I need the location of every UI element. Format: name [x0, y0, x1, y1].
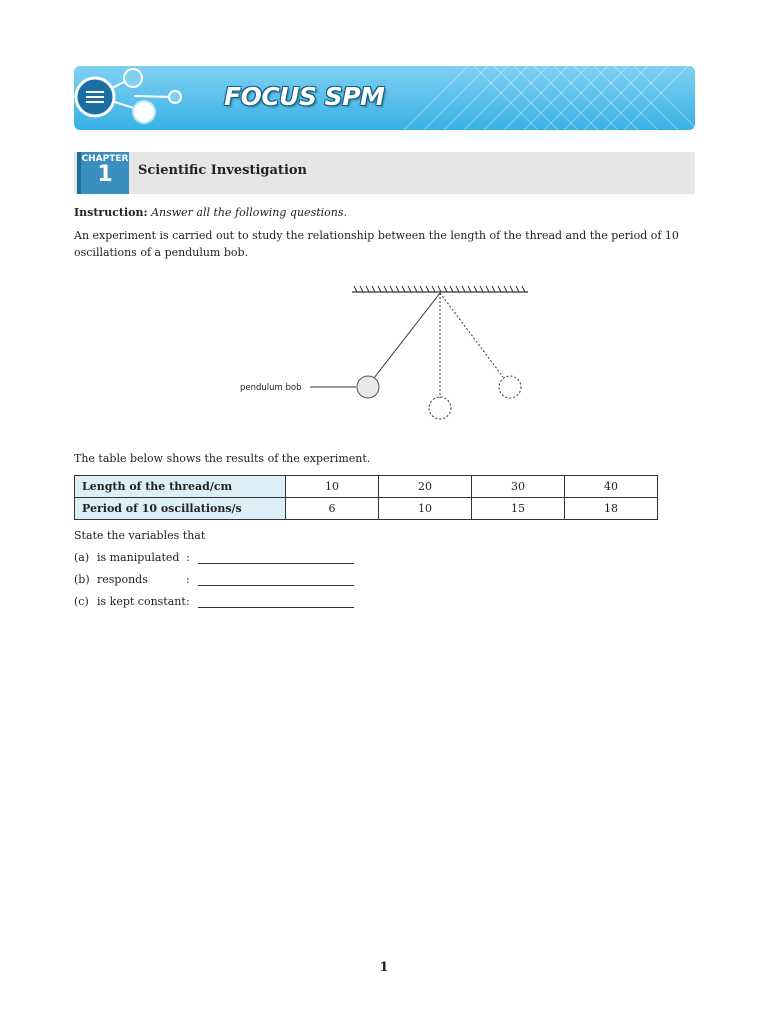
- instruction: [74, 206, 347, 219]
- pendulum-thread: [374, 293, 440, 378]
- question-intro: An experiment is carried out to study the relationship between the length of the thread and the period of 10 oscillations of a pendulum bob.: [74, 229, 679, 259]
- question-letter: (a): [74, 551, 90, 564]
- chapter-badge: [77, 152, 129, 194]
- answer-line[interactable]: [198, 563, 354, 564]
- table-cell: 15: [472, 498, 565, 520]
- table-cell: 6: [286, 498, 379, 520]
- question-colon: :: [186, 573, 190, 586]
- table-intro: The table below shows the results of the experiment.: [74, 452, 371, 465]
- row-header: Period of 10 oscillations/s: [75, 498, 286, 520]
- page-number: 1: [379, 960, 389, 975]
- instruction-label: Instruction:: [74, 206, 148, 219]
- table-cell: 40: [565, 476, 658, 498]
- bob-swing-position: [499, 376, 521, 398]
- state-prompt: State the variables that: [74, 529, 206, 542]
- chapter-heading: [74, 152, 695, 194]
- question-text: responds: [97, 573, 148, 586]
- table-cell: 10: [379, 498, 472, 520]
- instruction-text: Answer all the following questions.: [151, 206, 347, 219]
- question-letter: (c): [74, 595, 89, 608]
- results-table: [74, 475, 658, 520]
- table-cell: 18: [565, 498, 658, 520]
- chapter-title: Scientific Investigation: [138, 163, 307, 178]
- table-row: [75, 476, 658, 498]
- row-header: Length of the thread/cm: [75, 476, 286, 498]
- pendulum-bob: [357, 376, 379, 398]
- bob-rest-position: [429, 397, 451, 419]
- header-banner: [74, 66, 695, 130]
- question-text: is manipulated: [97, 551, 180, 564]
- question-colon: :: [186, 595, 190, 608]
- question-text: is kept constant: [97, 595, 186, 608]
- menu-bubbles-icon: [74, 66, 194, 130]
- table-row: [75, 498, 658, 520]
- pendulum-diagram: [230, 280, 550, 430]
- table-cell: 10: [286, 476, 379, 498]
- table-cell: 30: [472, 476, 565, 498]
- answer-line[interactable]: [198, 585, 354, 586]
- answer-line[interactable]: [198, 607, 354, 608]
- table-cell: 20: [379, 476, 472, 498]
- chapter-number: 1: [97, 162, 113, 187]
- banner-title: FOCUS SPM: [224, 82, 385, 111]
- question-colon: :: [186, 551, 190, 564]
- question-letter: (b): [74, 573, 90, 586]
- ceiling-hatch: [354, 286, 525, 292]
- thread-swing-position: [440, 293, 503, 377]
- pendulum-bob-label: pendulum bob: [240, 383, 302, 393]
- chapter-label: CHAPTER: [81, 154, 129, 164]
